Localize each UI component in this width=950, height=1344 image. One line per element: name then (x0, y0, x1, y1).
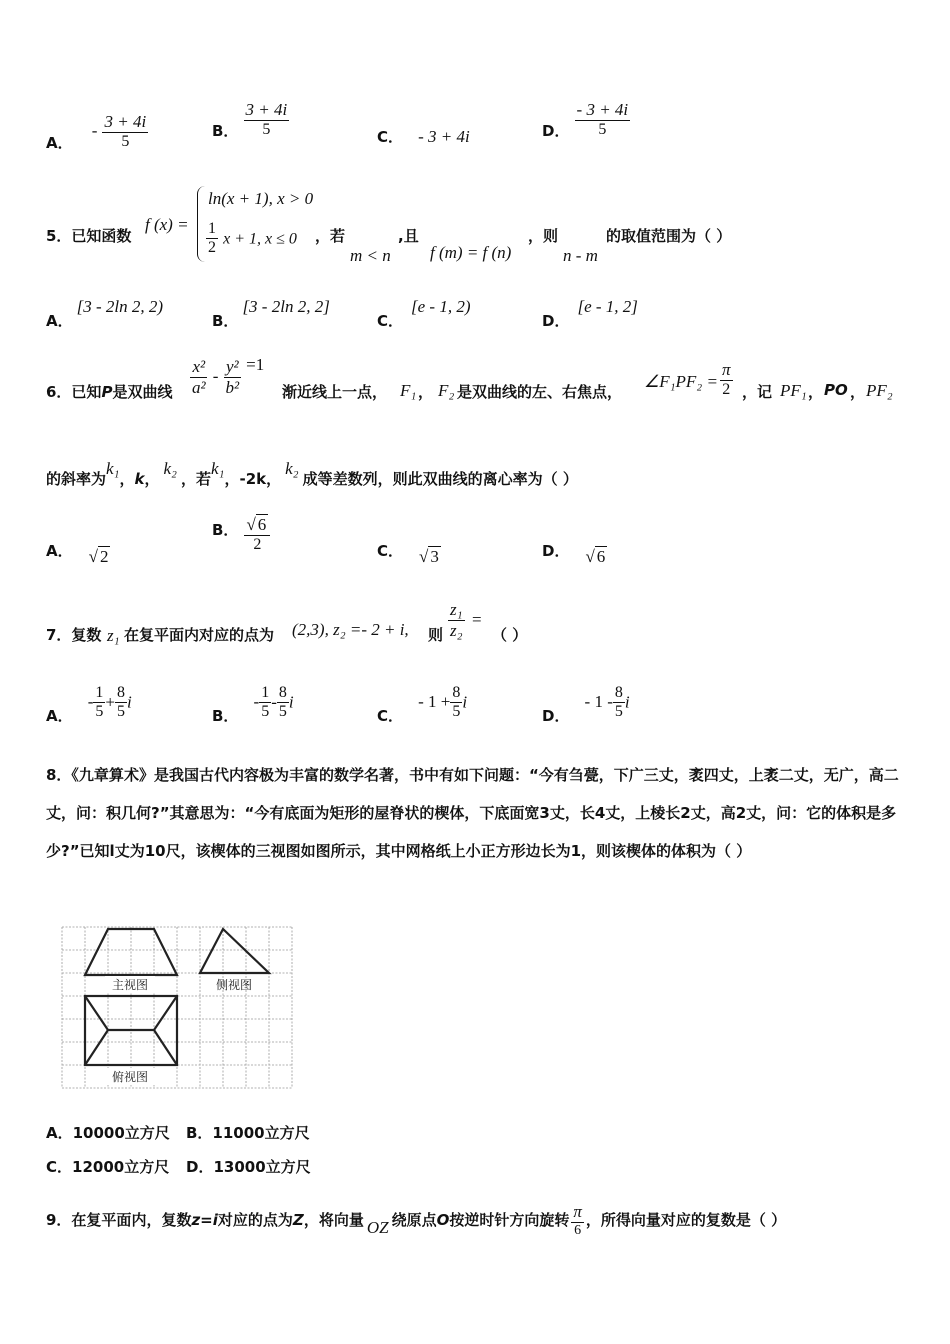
q5-cond2: f (m) = f (n) (430, 243, 512, 262)
q5-t4: 的取值范围为（ ） (606, 227, 732, 245)
top-view-label: 俯视图 (111, 1070, 149, 1084)
q6-option-b: B． $\frac{√ 6}{2}$ (212, 515, 270, 554)
option-label: A． (46, 133, 73, 152)
sign: - (91, 120, 98, 140)
q5-option-b: B．[3 - 2ln 2, 2] (212, 297, 330, 330)
option-label: C． (377, 128, 404, 146)
q8-option-a: A．10000立方尺 (46, 1124, 170, 1142)
q7-option-c: C． - 1 + $\frac{8}{5}$ i (377, 684, 468, 726)
top-view-ridge-lower-left (85, 1030, 108, 1065)
q7-z1: z₁ (107, 626, 120, 645)
q6-F1: F₁ (400, 381, 417, 400)
q6-prefix: 6．已知P是双曲线 (46, 383, 173, 401)
q7-point: (2,3), z₂ =- 2 + i, (292, 620, 409, 639)
q5-cond1: m < n (350, 246, 391, 265)
option-label: D． (542, 121, 570, 140)
q9-line: 9．在复平面内，复数z=i对应的点为Z，将向量 OZ 绕原点O按逆时针方向旋转 $\frac{\pi}{6}$ ，所得向量对应的复数是（ ） (46, 1202, 787, 1238)
side-view-triangle (200, 929, 269, 973)
q5-option-d: D．[e - 1, 2] (542, 297, 638, 330)
q6-angle: ∠F₁PF₂ = (644, 372, 718, 391)
q6-PO: PO (824, 381, 848, 399)
q6-hyperbola: $\frac{\text{x²}}{\text{a²}}$ - $\frac{\text{y²}}{\text{b²}}$ =1 (192, 354, 265, 397)
option-label: B． (212, 121, 239, 140)
q4-option-d (542, 100, 630, 139)
fraction: $\frac{3 + 4i}{5}$ (104, 112, 147, 150)
brace (197, 186, 206, 262)
q6-t2: 渐近线上一点， (282, 383, 388, 401)
q7-option-a: A． - $\frac{1}{5}$ + $\frac{8}{5}$ i (46, 684, 132, 726)
q6-option-d: D． √ 6 (542, 542, 606, 566)
q8-text: 8．《九章算术》是我国古代内容极为丰富的数学名著，书中有如下问题：“今有刍甍，下广三丈，袤四丈，上袤二丈，无广，高二丈，问：积几何?”其意思为：“今有底面为矩形的屋脊状的楔体，下底面宽3丈，长4丈，上棱长2丈，高2丈，问：它的体积是多少?”已知l丈为10尺，该楔体的三视图如图所示，其中网格纸上小正方形边长为1，则该楔体的体积为（ ） (46, 766, 899, 860)
q7-t3: （ ） (492, 626, 528, 644)
three-view-figure (60, 925, 295, 1090)
q7-t1: 在复平面内对应的点为 (124, 626, 275, 644)
q5-prefix: 5．已知函数 (46, 227, 132, 245)
top-view-ridge-lower-right (154, 1030, 177, 1065)
q6-PF1: PF₁ (780, 381, 807, 400)
q5-t3: ，则 (528, 227, 559, 245)
side-view-label: 侧视图 (215, 978, 253, 992)
q6-option-a: A． √ 2 (46, 542, 109, 566)
q5-option-c: C．[e - 1, 2) (377, 297, 471, 330)
q5-t2: ,且 (398, 227, 419, 245)
q5-expr: n - m (563, 246, 598, 265)
q7-fraction: $\frac{\text{z₁}}{\text{z₂}}$ (450, 600, 463, 640)
q6-F2: F₂ (438, 381, 455, 400)
expr: - 3 + 4i (418, 127, 470, 146)
q4-option-a (46, 112, 148, 151)
q6-PF2: PF₂ (866, 381, 893, 400)
q7-t2: 则 (428, 626, 444, 644)
q7-eq: = (472, 610, 482, 629)
q4-option-b (212, 100, 289, 139)
q6-t6: ， (850, 383, 866, 401)
q7-prefix: 7．复数 (46, 626, 102, 644)
q5-t1: ，若 (315, 227, 346, 245)
fraction: $\frac{3 + 4i}{5}$ (245, 100, 288, 138)
q5-option-a: A．[3 - 2ln 2, 2) (46, 297, 164, 330)
q5-case2: $\frac{1}{2}$ x + 1, x ≤ 0 (208, 220, 297, 257)
q6-t3: 是双曲线的左、右焦点， (457, 383, 623, 401)
q4-option-c (377, 126, 470, 147)
front-view-label: 主视图 (111, 978, 149, 992)
q6-t4: ，记 (742, 383, 773, 401)
q8-option-c: C．12000立方尺 (46, 1158, 170, 1176)
q5-case1: ln(x + 1), x > 0 (208, 189, 314, 208)
q6-comma: ， (418, 383, 434, 401)
q8-option-d: D．13000立方尺 (186, 1158, 311, 1176)
q6-t5: ， (808, 383, 824, 401)
q6-pi-half: $\frac{\pi}{2}$ (722, 360, 731, 398)
q5-func: f (x) = (145, 215, 189, 234)
q7-option-b: B． - $\frac{1}{5}$ - $\frac{8}{5}$ i (212, 684, 294, 726)
q6-line2: 的斜率为k₁，k，k₂，若k₁，-2k，k₂成等差数列，则此双曲线的离心率为（ ） (46, 459, 578, 488)
q8-option-b: B．11000立方尺 (186, 1124, 310, 1142)
q7-option-d: D． - 1 - $\frac{8}{5}$ i (542, 684, 630, 726)
q6-option-c: C． √ 3 (377, 542, 439, 566)
fraction: $\frac{- 3 + 4i}{5}$ (576, 100, 629, 138)
